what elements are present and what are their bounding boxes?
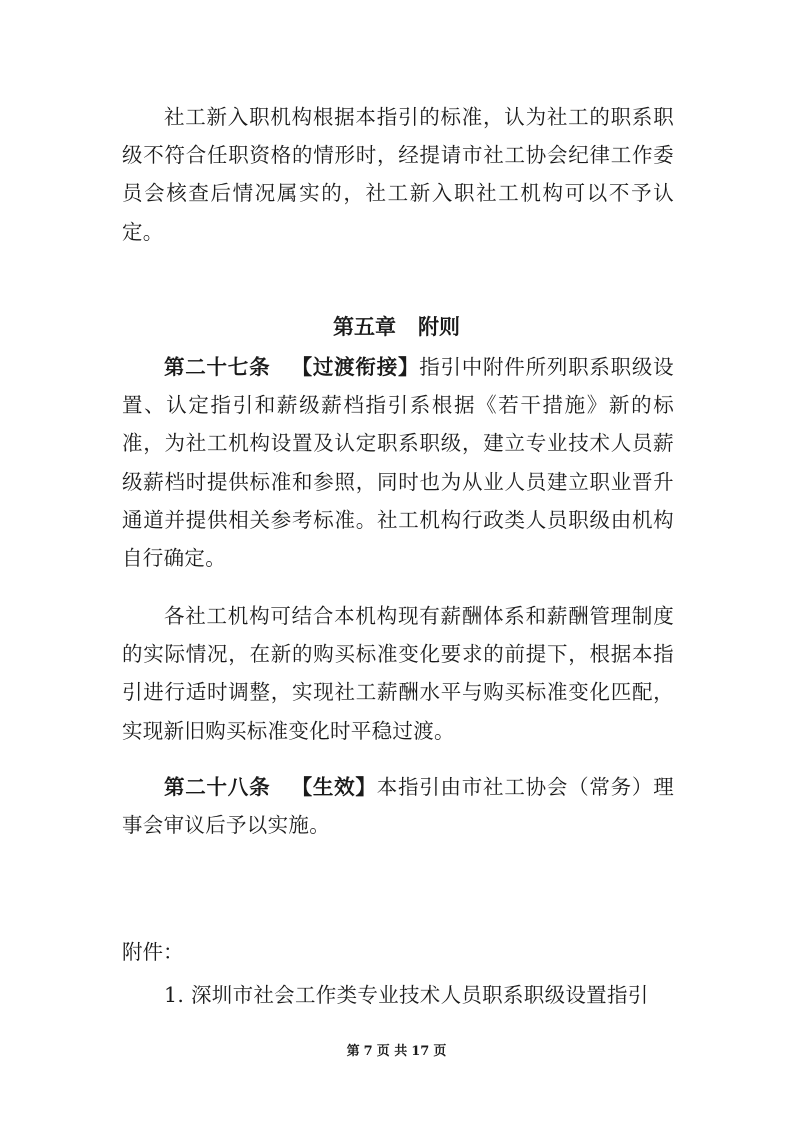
article-28-body: 本指引由市社工协会（常务）理事会审议后予以实施。 xyxy=(122,775,674,838)
article-27-heading: 【过渡衔接】 xyxy=(291,355,420,379)
footer-prefix: 第 xyxy=(346,1044,360,1059)
article-27-number: 第二十七条 xyxy=(164,355,271,379)
article-27-body: 指引中附件所列职系职级设置、认定指引和薪级薪档指引系根据《若干措施》新的标准，为社工机构设置及认定职系职级，建立专业技术人员薪级薪档时提供标准和参照，同时也为从业人员建立职业晋升通道并提供相关参考标准。社工机构行政类人员职级由机构自行确定。 xyxy=(122,355,674,571)
footer-middle: 页 共 xyxy=(376,1044,408,1059)
article-28-heading: 【生效】 xyxy=(291,775,377,799)
footer-total-pages: 17 xyxy=(411,1044,430,1059)
chapter-heading xyxy=(0,311,793,341)
chapter-title: 附则 xyxy=(418,314,460,339)
footer-suffix: 页 xyxy=(433,1044,447,1059)
article-27-paragraph-2: 各社工机构可结合本机构现有薪酬体系和薪酬管理制度的实际情况，在新的购买标准变化要求的前提下，根据本指引进行适时调整，实现社工薪酬水平与购买标准变化匹配，实现新旧购买标准变化时平稳过渡。 xyxy=(122,604,674,743)
article-28-number: 第二十八条 xyxy=(164,775,271,799)
paragraph-reassessment: 社工新入职机构根据本指引的标准，认为社工的职系职级不符合任职资格的情形时，经提请市社工协会纪律工作委员会核查后情况属实的，社工新入职社工机构可以不予认定。 xyxy=(122,105,674,244)
article-28 xyxy=(122,768,674,844)
page-footer xyxy=(0,1040,793,1059)
article-27 xyxy=(122,348,674,577)
chapter-number: 第五章 xyxy=(333,314,396,339)
footer-current-page: 7 xyxy=(363,1044,373,1059)
attachments-label: 附件： xyxy=(122,940,184,964)
attachment-item-1: 1. 深圳市社会工作类专业技术人员职系职级设置指引 xyxy=(164,983,649,1007)
